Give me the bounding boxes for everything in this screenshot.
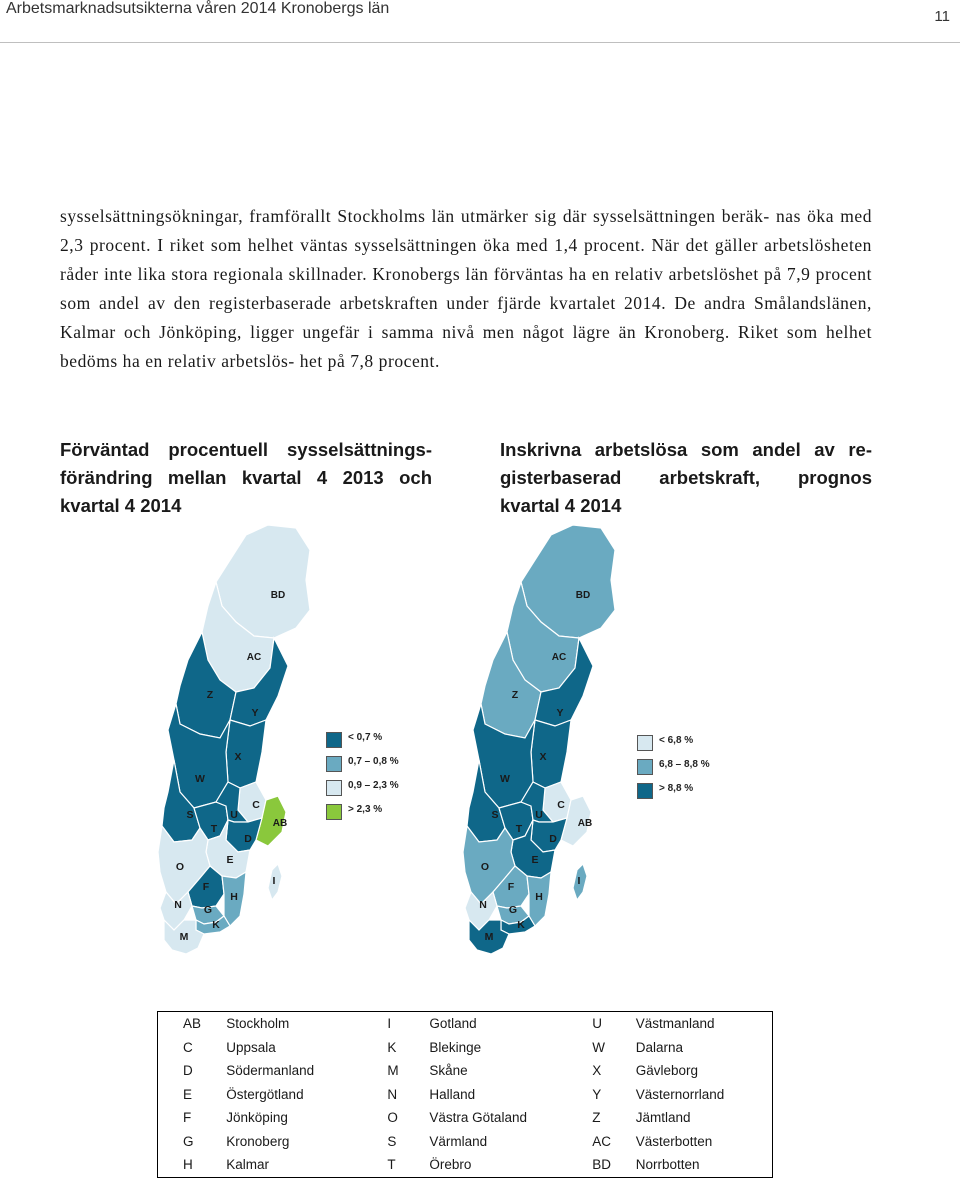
region-x [531,720,571,788]
county-code: S [387,1133,397,1149]
heading-line: kvartal 4 2014 [60,495,182,516]
county-code: AC [592,1133,612,1149]
region-label-d: D [244,833,252,845]
region-label-e: E [226,854,234,866]
region-label-z: Z [206,689,214,701]
county-code: Y [592,1086,602,1102]
region-label-c: C [557,799,565,811]
county-name: Västernorrland [635,1086,725,1102]
region-label-s: S [186,809,194,821]
county-name: Halland [429,1086,476,1102]
body-line: sysselsättningsökningar, framförallt Stockholms län utmärker sig där sysselsättningen beräk- [60,206,770,226]
region-label-bd: BD [270,590,286,601]
region-label-g: G [508,904,518,916]
region-label-y: Y [556,707,564,719]
region-label-n: N [479,899,487,911]
table-row [158,1059,773,1083]
page-number: 11 [934,8,950,25]
legend-swatch [326,780,342,796]
county-name: Dalarna [635,1039,683,1055]
county-name: Västerbotten [635,1133,713,1149]
body-line: fjärde kvartalet 2014. De andra Smålandslänen, Kalmar och Jönköping, ligger ungefär i [60,293,872,342]
county-code: E [183,1086,193,1102]
body-line: en relativ arbetslöshet på 7,9 procent som andel av den registerbaserade arbetskraften under [60,264,873,313]
region-label-c: C [252,799,260,811]
legend-label: 0,9 – 2,3 % [348,780,399,791]
header-title: Arbetsmarknadsutsikterna våren 2014 Kronobergs län [6,0,390,17]
legend-label: < 6,8 % [659,735,694,746]
heading-line: Förväntad procentuell sysselsättnings- [60,439,432,460]
page-header [0,0,960,43]
region-label-e: E [531,854,539,866]
region-label-m: M [484,931,494,943]
region-label-g: G [203,904,213,916]
unemployment-map [455,520,630,960]
region-label-d: D [549,833,557,845]
body-line: het på 7,8 procent. [299,351,440,371]
heading-line: Inskrivna arbetslösa som andel av re- [500,439,872,460]
county-code: O [387,1110,398,1126]
county-name: Värmland [429,1133,488,1149]
region-label-t: T [210,823,218,835]
legend-swatch [637,735,653,751]
region-label-i: I [577,875,581,887]
county-name: Kalmar [226,1157,270,1173]
county-code: X [592,1063,602,1079]
county-code: AB [183,1016,202,1032]
county-code: D [183,1063,193,1079]
county-name: Örebro [429,1157,472,1173]
region-x [226,720,266,788]
county-name: Västmanland [635,1016,715,1032]
county-code: BD [592,1157,612,1173]
table-row [158,1083,773,1107]
county-code: M [387,1063,399,1079]
county-code: K [387,1039,397,1055]
region-label-f: F [507,881,515,893]
region-label-k: K [517,919,525,931]
region-label-y: Y [251,707,259,719]
legend-swatch [637,783,653,799]
county-code: T [387,1157,396,1173]
legend-label: 0,7 – 0,8 % [348,756,399,767]
county-code: I [387,1016,392,1032]
region-label-i: I [272,875,276,887]
region-label-ac: AC [551,652,567,663]
table-row [158,1153,773,1177]
region-label-f: F [202,881,210,893]
county-code: Z [592,1110,601,1126]
region-label-u: U [230,809,238,821]
unemployment-map-legend [637,735,767,805]
table-row [158,1130,773,1154]
heading-line: gisterbaserad arbetskraft, prognos [500,467,872,488]
legend-label: > 8,8 % [659,783,694,794]
region-label-w: W [195,773,205,785]
legend-swatch [326,756,342,772]
region-label-n: N [174,899,182,911]
body-line: det gäller arbetslösheten råder inte lika stora regionala skillnader. Kronobergs län förväntas ha [60,235,872,284]
employment-map-legend [326,732,456,832]
employment-map-heading [60,436,432,520]
region-label-s: S [491,809,499,821]
legend-swatch [326,732,342,748]
legend-label: < 0,7 % [348,732,383,743]
table-row [158,1012,773,1036]
county-name: Stockholm [226,1016,290,1032]
region-label-o: O [175,861,185,873]
region-label-w: W [500,773,510,785]
county-code-table [157,1011,773,1178]
county-name: Södermanland [226,1063,315,1079]
legend-swatch [326,804,342,820]
county-name: Östergötland [226,1086,304,1102]
county-name: Blekinge [429,1039,482,1055]
region-label-k: K [212,919,220,931]
county-name: Jönköping [226,1110,288,1126]
county-name: Norrbotten [635,1157,700,1173]
county-code: N [387,1086,398,1102]
county-name: Gävleborg [635,1063,699,1079]
region-label-h: H [535,891,543,903]
region-label-ac: AC [246,652,262,663]
county-code: C [183,1039,193,1055]
county-code: U [592,1016,603,1032]
county-name: Västra Götaland [429,1110,527,1126]
body-paragraph [60,202,872,376]
county-name: Uppsala [226,1039,276,1055]
region-label-x: X [539,751,547,763]
table-row [158,1106,773,1130]
legend-swatch [637,759,653,775]
county-name: Jämtland [635,1110,691,1126]
county-name: Kronoberg [226,1133,290,1149]
region-label-o: O [480,861,490,873]
region-label-bd: BD [575,590,591,601]
county-code: G [183,1133,194,1149]
county-name: Skåne [429,1063,468,1079]
legend-label: 6,8 – 8,8 % [659,759,710,770]
county-code: F [183,1110,192,1126]
region-label-x: X [234,751,242,763]
unemployment-map-heading [500,436,872,520]
region-label-h: H [230,891,238,903]
body-line: samma nivå men något lägre än Kronoberg. Riket som helhet bedöms ha en relativ arbetslös- [60,322,873,371]
region-label-ab: AB [272,818,288,829]
county-code: W [592,1039,606,1055]
county-code: H [183,1157,193,1173]
employment-change-map [150,520,325,960]
heading-line: kvartal 4 2014 [500,495,622,516]
region-label-t: T [515,823,523,835]
table-row [158,1036,773,1060]
county-name: Gotland [429,1016,477,1032]
region-label-u: U [535,809,543,821]
region-label-z: Z [511,689,519,701]
legend-label: > 2,3 % [348,804,383,815]
region-label-ab: AB [577,818,593,829]
region-label-m: M [179,931,189,943]
body-line: nas öka med 2,3 procent. I riket som helhet väntas sysselsättningen öka med 1,4 procent. När [60,206,872,255]
heading-line: förändring mellan kvartal 4 2013 och [60,467,432,488]
